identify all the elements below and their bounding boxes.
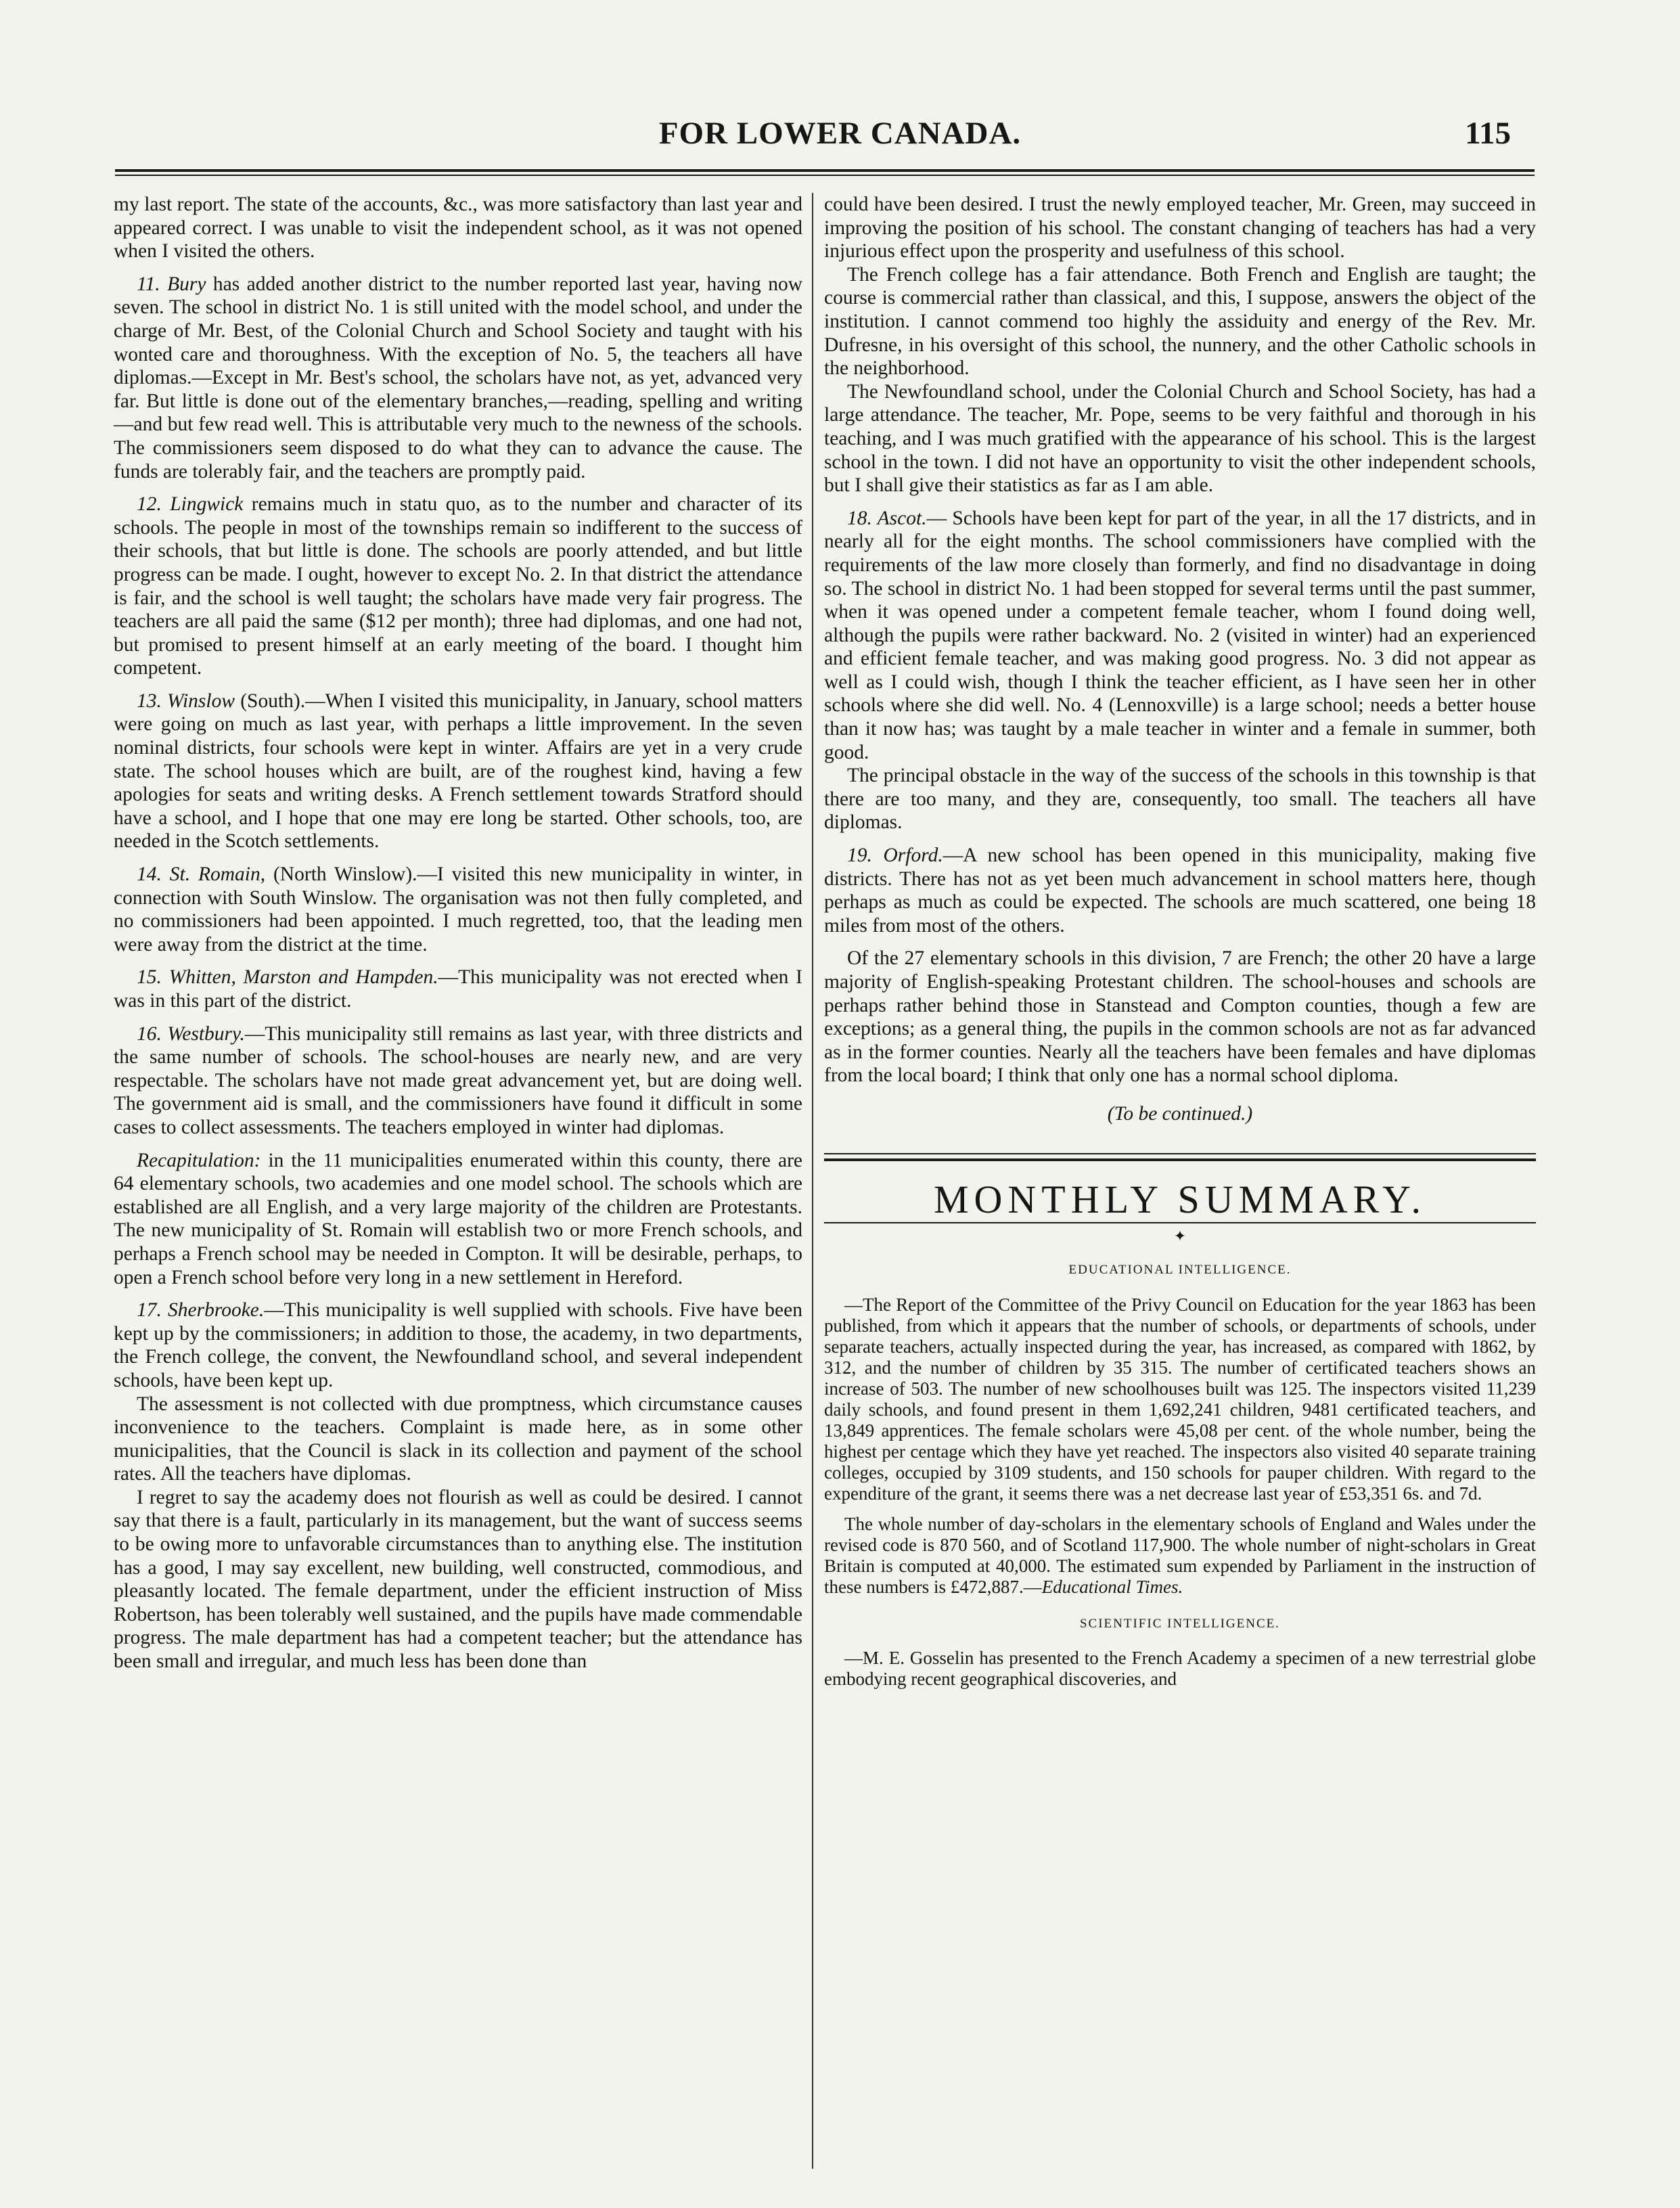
paragraph-st-romain	[114, 863, 802, 956]
continued-note: (To be continued.)	[1107, 1102, 1253, 1125]
column-divider	[812, 193, 813, 2169]
paragraph-text: —A new school has been opened in this municipality, making five districts. There has not as yet been much advancement in school matters here, though perhaps as much as could be expected. The schools are much scattered, one being 18 miles from most of the others.	[824, 844, 1537, 937]
header-rule	[115, 169, 1535, 172]
section-lead: 11. Bury	[137, 273, 206, 295]
ornament-icon: ✦	[1173, 1227, 1187, 1245]
running-head	[0, 115, 1680, 162]
paragraph-sherbrooke	[114, 1299, 802, 1392]
header-rule-thin	[115, 175, 1535, 176]
monthly-summary-title: MONTHLY SUMMARY.	[933, 1177, 1427, 1221]
paragraph: The Newfoundland school, under the Colonial Church and School Society, has had a large attendance. The teacher, Mr. Pope, seems to be very faithful and thorough in his teaching, and I was much gratified with the appearance of his school. This is the largest school in the town. I did not have an opportunity to visit the other independent schools, but I shall give their statistics as far as I am able.	[824, 380, 1536, 497]
paragraph-text: —This municipality was not erected when I was in this part of the district.	[114, 966, 803, 1012]
paragraph-ascot	[824, 507, 1536, 765]
section-lead: 14. St. Romain,	[137, 863, 266, 886]
page-number: 115	[1465, 116, 1511, 151]
right-column	[824, 193, 1536, 1690]
paragraph-text: — Schools have been kept for part of the year, in all the 17 districts, and in nearly all for the eight months. The school commissioners have complied with the requirements of the law more closely than formerly, and find no disadvantage in doing so. The school in district No. 1 had been stopped for several terms until the past summer, when it was opened under a competent female teacher, whom I found doing well, although the pupils were rather backward. No. 2 (visited in winter) had an experienced and efficient female teacher, and was making good progress. No. 3 did not appear as well as I could wish, though I think the teacher efficient, as I have seen her in other schools where she did well. No. 4 (Lennoxville) is a large school; needs a better house than it now has; was taught by a male teacher in winter and a female in summer, both good.	[824, 507, 1537, 763]
paragraph-text: (South).—When I visited this municipality, in January, school matters were going on much as last year, with perhaps a little improvement. In the seven nominal districts, four schools were kept in winter. Affairs are yet in a very crude state. The school houses which are built, are of the roughest kind, having a few apologies for seats and writing desks. A French settlement towards Stratford should have a school, and I hope that one may ere long be started. Other schools, too, are needed in the Scotch settlements.	[114, 690, 802, 853]
paragraph-text: —This municipality still remains as last year, with three districts and the same number of schools. The school-houses are nearly new, and are very respectable. The scholars have not made great advancement yet, but are doing well. The government aid is small, and the commissioners have found it difficult in some cases to collect assessments. The teachers employed in winter had diplomas.	[114, 1022, 802, 1138]
paragraph: could have been desired. I trust the newly employed teacher, Mr. Green, may succeed in improving the position of his school. The constant changing of teachers has had a very injurious effect upon the prosperity and usefulness of this school.	[824, 194, 1536, 263]
rule-thin	[824, 1153, 1536, 1154]
running-title: FOR LOWER CANADA.	[658, 116, 1022, 151]
rule-thick	[824, 1158, 1536, 1161]
paragraph-text: remains much in statu quo, as to the number and character of its schools. The people in most of the townships remain so indifferent to the success of their schools, that but little is done. The schools are poorly attended, and but little progress can be made. I ought, however to except No. 2. In that district the attendance is fair, and the school is well taught; the scholars have made very fair progress. The teachers are all paid the same ($12 per month); three had diplomas, and one had not, but promised to present himself at an early meeting of the board. I thought him competent.	[114, 493, 803, 679]
paragraph: —M. E. Gosselin has presented to the French Academy a specimen of a new terrestrial globe embodying recent geographical discoveries, and	[824, 1648, 1536, 1690]
paragraph: The French college has a fair attendance. Both French and English are taught; the course is commercial rather than classical, and this, I suppose, answers the object of the institution. I cannot commend too highly the assiduity and energy of the Rev. Mr. Dufresne, in his oversight of this school, the nunnery, and the other Catholic schools in the neighborhood.	[824, 263, 1536, 380]
section-lead: 18. Ascot.	[847, 507, 927, 529]
paragraph-bury	[114, 273, 802, 483]
paragraph-recapitulation	[114, 1149, 802, 1290]
paragraph-text: (North Winslow).—I visited this new municipality in winter, in connection with South Winslow. The organisation was not then fully completed, and no commissioners had been appointed. I much regretted, too, that the leading men were away from the district at the time.	[114, 863, 802, 955]
educational-intelligence-heading: EDUCATIONAL INTELLIGENCE.	[1068, 1263, 1292, 1278]
paragraph: my last report. The state of the accounts, &c., was more satisfactory than last year and appeared correct. I was unable to visit the independent school, as it was not opened when I visited the others.	[114, 194, 802, 263]
paragraph: The assessment is not collected with due promptness, which circumstance causes inconvenience to the teachers. Complaint is made here, as in some other municipalities, that the Council is slack in its collection and payment of the school rates. All the teachers have diplomas.	[114, 1393, 802, 1485]
scientific-intelligence-heading: SCIENTIFIC INTELLIGENCE.	[1079, 1616, 1281, 1631]
summary-rule	[824, 1222, 1536, 1223]
paragraph: —The Report of the Committee of the Privy Council on Education for the year 1863 has been published, from which it appears that the number of schools, or departments of schools, under separate teachers, actually inspected during the year, has increased, as compared with 1862, by 312, and the number of children by 35 315. The number of certificated teachers shows an increase of 503. The number of new schoolhouses built was 125. The inspectors visited 11,239 daily schools, and found present in them 1,692,241 children, 9481 certificated teachers, and 13,849 apprentices. The female scholars were 45,08 per cent. of the whole number, being the highest per centage which they have yet reached. The inspectors also visited 40 separate training colleges, occupied by 3109 students, and 150 schools for pauper children. With regard to the expenditure of the grant, it seems there was a net decrease last year of £53,351 6s. and 7d.	[824, 1294, 1536, 1504]
paragraph-whitten	[114, 966, 802, 1012]
section-lead: 12. Lingwick	[137, 493, 244, 516]
paragraph: I regret to say the academy does not flourish as well as could be desired. I cannot say that there is a fault, particularly in its management, but the want of success seems to be owing more to unfavorable circumstances than to anything else. The institution has a good, I may say excellent, new building, well constructed, commodious, and pleasantly located. The female department, under the efficient instruction of Miss Robertson, has been tolerably well sustained, and the pupils have made commendable progress. The male department has had a competent teacher; but the attendance has been small and irregular, and much less has been done than	[114, 1486, 802, 1673]
paragraph-text: has added another district to the number reported last year, having now seven. The school in district No. 1 is still united with the model school, and under the charge of Mr. Best, of the Colonial Church and School Society and taught with his wonted care and thoroughness. With the exception of No. 5, the teachers all have diplomas.—Except in Mr. Best's school, the scholars have not, as yet, advanced very far. But little is done out of the elementary branches,—reading, spelling and writing—and but few read well. This is attributable very much to the newness of the schools. The commissioners seem disposed to do what they can to advance the cause. The funds are tolerably fair, and the teachers are promptly paid.	[114, 273, 803, 482]
paragraph	[824, 1514, 1536, 1598]
left-column	[114, 193, 802, 1673]
paragraph-winslow	[114, 690, 802, 853]
section-lead: 17. Sherbrooke.	[137, 1299, 265, 1322]
section-lead: 15. Whitten, Marston and Hampden.	[137, 966, 438, 989]
paragraph-text: —This municipality is well supplied with schools. Five have been kept up by the commissioners; in addition to those, the academy, in two departments, the French college, the convent, the Newfoundland school, and several independent schools, have been kept up.	[114, 1299, 802, 1391]
section-lead: 16. Westbury.	[137, 1022, 245, 1045]
source-citation: Educational Times.	[1041, 1576, 1183, 1597]
paragraph-westbury	[114, 1022, 802, 1140]
section-lead: Recapitulation:	[137, 1149, 261, 1171]
paragraph-text: in the 11 municipalities enumerated within this county, there are 64 elementary schools, two academies and one model school. The schools which are established are all English, and a very large majority of the children are Protestants. The new municipality of St. Romain will establish two or more French schools, and perhaps a French school may be needed in Compton. It will be desirable, perhaps, to open a French school before very long in a new settlement in Hereford.	[114, 1149, 802, 1288]
paragraph-text: The whole number of day-scholars in the elementary schools of England and Wales under the revised code is 870 560, and of Scotland 117,900. The whole number of night-scholars in Great Britain is computed at 40,000. The estimated sum expended by Parliament in the instruction of these numbers is £472,887.—	[824, 1513, 1536, 1597]
section-lead: 13. Winslow	[137, 690, 235, 712]
section-rules	[824, 1153, 1536, 1161]
educational-intelligence-body	[824, 1294, 1536, 1598]
section-lead: 19. Orford.	[847, 844, 943, 867]
paragraph: The principal obstacle in the way of the success of the schools in this township is that there are too many, and they are, consequently, too small. The teachers all have diplomas.	[824, 765, 1536, 834]
scientific-intelligence-body	[824, 1648, 1536, 1690]
paragraph-lingwick	[114, 493, 802, 680]
paragraph: Of the 27 elementary schools in this division, 7 are French; the other 20 have a large majority of English-speaking Protestant children. The school-houses and schools are perhaps rather behind those in Stanstead and Compton counties, though a few are exceptions; as a general thing, the pupils in the common schools are not as far advanced as in the former counties. Nearly all the teachers have been females and have diplomas from the local board; I think that only one has a normal school diploma.	[824, 947, 1536, 1087]
paragraph-orford	[824, 844, 1536, 937]
